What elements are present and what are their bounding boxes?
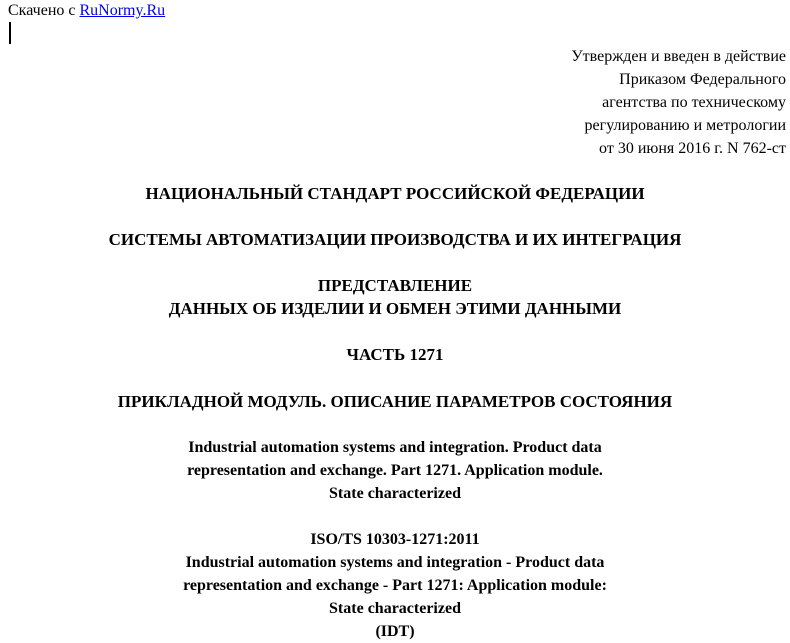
- iso-title-line: representation and exchange - Part 1271: Application module:: [183, 577, 607, 594]
- iso-block: [0, 528, 790, 643]
- english-title-line: Industrial automation systems and integration. Product data: [188, 439, 602, 456]
- approval-line: Утвержден и введен в действие: [571, 48, 786, 65]
- module-heading: ПРИКЛАДНОЙ МОДУЛЬ. ОПИСАНИЕ ПАРАМЕТРОВ СОСТОЯНИЯ: [117, 392, 673, 411]
- approval-line: от 30 июня 2016 г. N 762-ст: [599, 140, 786, 157]
- source-link[interactable]: RuNormy.Ru: [79, 2, 166, 19]
- approval-block: [571, 45, 786, 160]
- source-line: [8, 1, 165, 21]
- iso-equivalence: (IDT): [375, 623, 415, 640]
- iso-title-line: Industrial automation systems and integration - Product data: [185, 554, 605, 571]
- representation-line: ПРЕДСТАВЛЕНИЕ: [317, 276, 473, 295]
- english-title-line: State characterized: [329, 485, 461, 502]
- systems-heading: СИСТЕМЫ АВТОМАТИЗАЦИИ ПРОИЗВОДСТВА И ИХ ИНТЕГРАЦИЯ: [108, 230, 682, 249]
- text-cursor: [9, 22, 11, 44]
- english-title: [0, 436, 790, 505]
- representation-heading: [0, 274, 790, 320]
- english-title-line: representation and exchange. Part 1271. Application module.: [187, 462, 603, 479]
- standard-heading: НАЦИОНАЛЬНЫЙ СТАНДАРТ РОССИЙСКОЙ ФЕДЕРАЦИИ: [145, 184, 645, 203]
- approval-line: агентства по техническому: [602, 94, 786, 111]
- source-prefix: Скачено с: [8, 2, 80, 19]
- part-heading: ЧАСТЬ 1271: [346, 345, 444, 364]
- iso-title-line: State characterized: [329, 600, 461, 617]
- representation-line: ДАННЫХ ОБ ИЗДЕЛИИ И ОБМЕН ЭТИМИ ДАННЫМИ: [168, 299, 622, 318]
- approval-line: Приказом Федерального: [619, 71, 786, 88]
- approval-line: регулированию и метрологии: [584, 117, 786, 134]
- iso-code: ISO/TS 10303-1271:2011: [310, 531, 480, 548]
